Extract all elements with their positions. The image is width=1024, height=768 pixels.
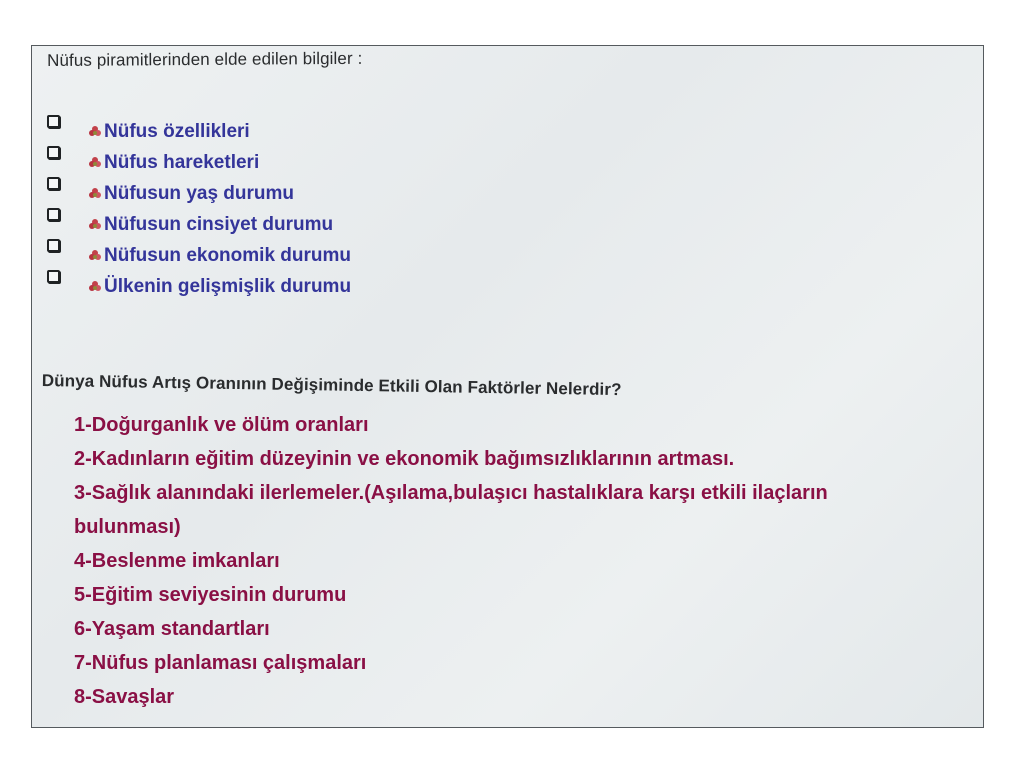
checkbox-bullet-icon xyxy=(47,270,60,283)
factor-item: 4-Beslenme imkanları xyxy=(74,550,280,572)
list-item-label: Nüfusun yaş durumu xyxy=(104,182,295,204)
factor-item: 2-Kadınların eğitim düzeyinin ve ekonomik bağımsızlıklarının artması. xyxy=(74,448,735,470)
list-item-label: Nüfus hareketleri xyxy=(104,151,260,173)
pyramid-info-list xyxy=(47,116,351,302)
checkbox-bullet-icon xyxy=(47,115,60,128)
list-item-label: Nüfus özellikleri xyxy=(104,120,250,142)
list-item xyxy=(47,147,351,178)
factors-list xyxy=(74,408,934,714)
flower-bullet-icon xyxy=(88,187,102,201)
list-item xyxy=(47,240,351,271)
flower-bullet-icon xyxy=(88,280,102,294)
factor-item: 8-Savaşlar xyxy=(74,686,175,708)
list-item xyxy=(47,209,351,240)
flower-bullet-icon xyxy=(88,249,102,263)
factor-item: 5-Eğitim seviyesinin durumu xyxy=(74,584,347,606)
flower-bullet-icon xyxy=(88,125,102,139)
factor-item: 6-Yaşam standartları xyxy=(74,618,270,640)
list-item xyxy=(47,271,351,302)
factor-item: 1-Doğurganlık ve ölüm oranları xyxy=(74,414,369,436)
flower-bullet-icon xyxy=(88,156,102,170)
checkbox-bullet-icon xyxy=(47,239,60,252)
list-item xyxy=(47,116,351,147)
factors-heading: Dünya Nüfus Artış Oranının Değişiminde Etkili Olan Faktörler Nelerdir? xyxy=(41,371,622,400)
checkbox-bullet-icon xyxy=(47,146,60,159)
factor-item: 7-Nüfus planlaması çalışmaları xyxy=(74,652,367,674)
list-item xyxy=(47,178,351,209)
list-item-label: Nüfusun ekonomik durumu xyxy=(104,244,351,266)
pyramid-info-heading: Nüfus piramitlerinden elde edilen bilgiler : xyxy=(47,48,363,70)
list-item-label: Nüfusun cinsiyet durumu xyxy=(104,213,334,235)
scanned-page xyxy=(31,45,984,728)
checkbox-bullet-icon xyxy=(47,208,60,221)
list-item-label: Ülkenin gelişmişlik durumu xyxy=(104,275,352,297)
checkbox-bullet-icon xyxy=(47,177,60,190)
flower-bullet-icon xyxy=(88,218,102,232)
factor-item: 3-Sağlık alanındaki ilerlemeler.(Aşılama,bulaşıcı hastalıklara karşı etkili ilaçların bulunması) xyxy=(74,482,828,538)
